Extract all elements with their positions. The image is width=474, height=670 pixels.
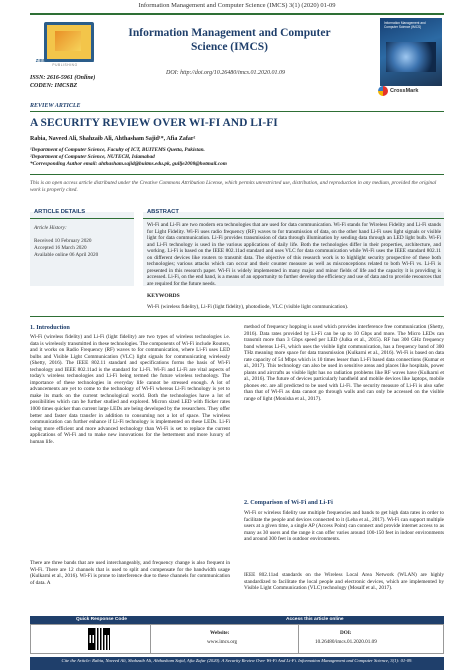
- intro-paragraph-1: Wi-Fi (wireless fidelity) and Li-Fi (light fidelity) are two types of wireless technologies i.e. data is wirelessly transmitted in these technologies. The components of Wi-Fi include Routers, and it works on Radio Frequency (RF) waves to for communication, where Li-Fi uses LED bulbs and Visible Light Communication (VLC) light signals for communicating wirelessly (Shetty, 2016). The IEEE 802.11 standard and specifications forms the basis of Wi-Fi technology and IEEE 802.11ad is the standard for Li-Fi. Wi-Fi and Li-Fi are vital aspects of today's wireless technologies and Li-Fi being termed the future wireless technology. The importance of these technologies in everyday life cannot be stressed enough. A lot of advancements are yet to come to the technology of Wi-Fi whereas Li-Fi technology is yet to make its mark on the current technological world. Both the technologies have a lot of possibilities which can be further studied and explored. Micron sized LED with flicker rates 1000 times quicker than current large LEDs are being developed by the researchers. They offer better and faster data transfer in addition to consuming not a lot of space. The wireless communication can further enhance if Li-Fi technology is implemented on these LEDs. Li-Fi being more efficient and more advanced technology than Wi-Fi is set to replace the current applications of Wi-Fi and to make new innovations for the betterment and more luxury of human life.: [30, 334, 230, 445]
- issn: ISSN: 2616-5961 (Online): [30, 75, 96, 81]
- doi-label: DOI:: [340, 630, 352, 636]
- article-details-heading: ARTICLE DETAILS: [34, 209, 86, 215]
- right-paragraph-3: IEEE 802.11ad standards on the Wireless Local Area Network (WLAN) are highly standardized to facilitate the local people and electronic devices, which are implemented by Visible Light Communication (VLC) technology (Mosalf et al., 2017).: [244, 572, 444, 592]
- accepted-date: Accepted 16 March 2020: [34, 245, 87, 251]
- publisher-logo-icon: [44, 22, 94, 62]
- article-title: A SECURITY REVIEW OVER WI-FI AND LI-FI: [30, 117, 278, 129]
- crossmark-label[interactable]: CrossMark: [390, 88, 419, 94]
- article-type: REVIEW ARTICLE: [30, 103, 81, 109]
- divider: [30, 111, 444, 112]
- affiliation-1: ¹Department of Computer Science, Faculty of ICT, BUITEMS Quetta, Pakistan.: [30, 147, 205, 153]
- introduction-heading: 1. Introduction: [30, 324, 70, 331]
- qr-code-icon[interactable]: [88, 628, 110, 650]
- abstract-text: Wi-Fi and Li-Fi are two modern era technologies that are used for data communication. Wi-Fi stands for Wireless Fidelity and Li-Fi stands for Light Fidelity. Wi-Fi uses radio frequency (RF) waves to for transmission of data, on the other hand Li-Fi uses light signals or visible light for data communication. Li-Fi provides transmission of data through illumination by sending data through an LED light bulb. Wi-Fi and Li-Fi technology is used in the various applications of daily life. Both the technologies differ in their properties, architecture, and working. Li-Fi is based on the IEEE 802.11ad standard and uses VLC for data communication while Wi-Fi uses the IEEE standard 802.11 on different devices like routers to transmit data. The objective of this research work is to highlight security prospective of these both technologies; various attacks which can occur and their counter measure as well as misconceptions related to both Wi-Fi vs. Li-Fi is presented in this research paper. Wi-Fi is widely implemented in many major and minor fields of life and the capacity it is providing is accessed. Li-Fi, on the end hand, is a means of an opportunity to further develop the efficiency and use of data and to provide resources that are required for the future needs.: [147, 222, 441, 287]
- cover-art: [386, 42, 436, 72]
- right-paragraph-1: method of frequency hopping is used which provides interference free communication (Shetty, 2016). Data rates provided by Li-Fi can be up to 10 Gbps and more. The Micro LEDs can transmit more than 3 Gbps speed per LED (Julka et al., 2015). RF has 300 GHz frequency band whereas Li-Fi, which uses the visible light communication, has a frequency band of 300 THz meaning more space for data transmission (Kulkarni et al., 2016). Wi-Fi is based on data rate capacity of 54 Mbps which is 10 times lesser than Li-Fi based data connections (Kumar et al., 2017). This technology can also be used in sensitive areas and places like hospitals, power plants and aircrafts as visible light has no radiation problems like RF waves have (Kulkarni et al., 2016). The future of devices particularly handheld and mobile devices like laptops, mobile phones etc. are all predicted to be used with Li-Fi. The security measure of Li-Fi is also safer than that of Wi-Fi as data cannot go through walls and can only be accessed on the visible range of light (Monisha et al., 2017).: [244, 324, 444, 403]
- received-date: Received 10 February 2020: [34, 238, 92, 244]
- corresponding-author: *Corresponding Author email: ahthasham.sajid@buitms.edu.pk, gullje2008@hotmail.com: [30, 161, 227, 167]
- abstract-heading: ABSTRACT: [147, 209, 179, 215]
- running-header: Information Management and Computer Science (IMCS) 3(1) (2020) 01-09: [138, 2, 336, 9]
- history-label: Article History:: [34, 225, 67, 231]
- crossmark-icon[interactable]: [378, 86, 388, 96]
- cover-title: Information Management and Computer Science (IMCS): [384, 21, 426, 29]
- doi-link[interactable]: DOI: http://doi.org/10.26480/imcs.01.2020.01.09: [166, 70, 285, 76]
- divider: [30, 316, 444, 317]
- website-link[interactable]: www.imcs.org: [207, 639, 238, 645]
- journal-title: Information Management and Computer Science (IMCS): [128, 27, 331, 53]
- publisher-logo-sub: PUBLISHING: [52, 63, 78, 67]
- footer-divider: [298, 624, 299, 654]
- intro-paragraph-2: There are three bands that are used interchangeably, and frequency change is also frequent in Wi-Fi. There are 12 channels that is used to split and compensate for the bandwidth usage (Kulkarni et al., 2016). Wi-Fi is prone to interference due to these channels for communication of data. A: [30, 560, 230, 586]
- header-rule: [30, 13, 444, 15]
- right-paragraph-2: Wi-Fi or wireless fidelity use multiple frequencies and bands to get high data rates in order to facilitate the people and devices connected to it (Leba et al., 2017). Wi-Fi can support multiple users at a given time, a single AP (Access Point) can connect and provide internet access to as many as 30 users and the range it can offer varies around 100-150 feet in indoor environments and around 300 feet in outdoor environments.: [244, 510, 444, 543]
- affiliation-2: ²Department of Computer Science, NUTECH, Islamabad: [30, 154, 155, 160]
- divider: [30, 218, 134, 219]
- qr-heading: Quick Response Code: [76, 617, 127, 622]
- footer-divider: [150, 624, 151, 654]
- publisher-logo-text: ZIBELINE INTERNATIONAL: [35, 58, 95, 63]
- access-heading: Access this article online: [286, 617, 344, 622]
- keywords-heading: KEYWORDS: [147, 293, 180, 299]
- citation-text: Cite the Article: Rabia, Naveed Ali, Shahzaib Ali, Ahthasham Sajid, Afia Zafar (2020). A Security Review Over Wi-Fi And Li-Fi. Information Management and Computer Science, 3(1): 01-09.: [61, 658, 413, 663]
- divider: [30, 174, 444, 175]
- footer-doi[interactable]: 10.26480/imcs.01.2020.01.09: [315, 639, 377, 645]
- authors: Rabia, Naveed Ali, Shahzaib Ali, Ahthasham Sajid¹*, Afia Zafar²: [30, 136, 196, 142]
- comparison-heading: 2. Comparison of Wi-Fi and Li-Fi: [244, 499, 333, 506]
- coden: CODEN: IMCSBZ: [30, 83, 78, 89]
- available-date: Available online 06 April 2020: [34, 252, 99, 258]
- license-text: This is an open access article distributed under the Creative Commons Attribution License, which permits unrestricted use, distribution, and reproduction in any medium, provided the original work is properly cited.: [30, 180, 437, 193]
- website-label: Website:: [210, 630, 230, 636]
- keywords: Wi-Fi (wireless fidelity), Li-Fi (light fidelity), photodiode, VLC (visible light communication).: [147, 304, 349, 310]
- divider: [143, 218, 444, 219]
